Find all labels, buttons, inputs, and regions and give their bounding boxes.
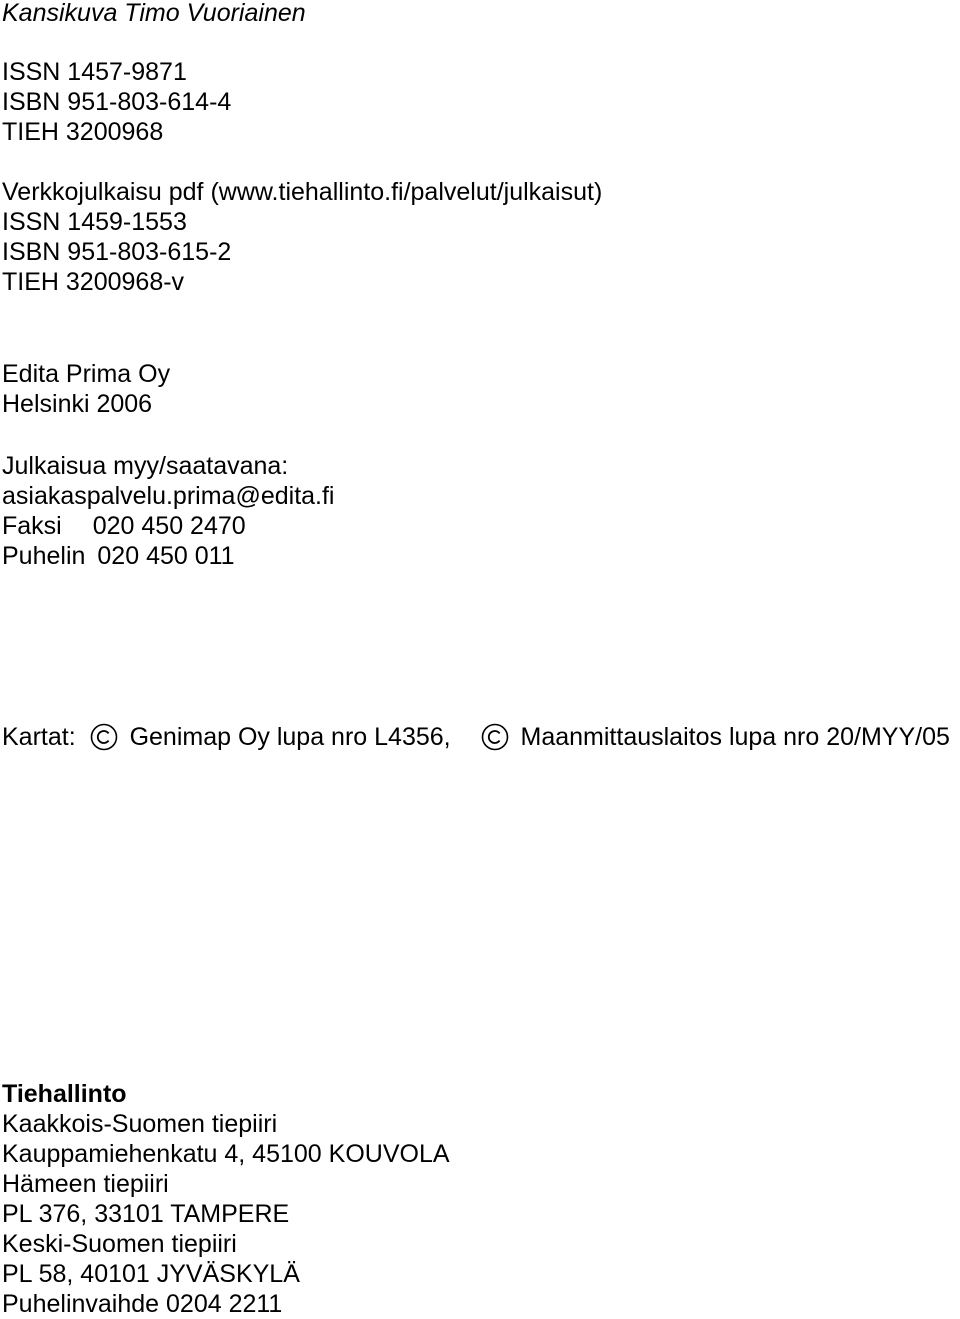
copyright-icon bbox=[480, 722, 510, 752]
print-issn: ISSN 1457-9871 bbox=[2, 58, 187, 86]
maps-credits bbox=[2, 722, 950, 752]
fax-label: Faksi bbox=[2, 512, 62, 540]
phone-label: Puhelin bbox=[2, 542, 86, 570]
online-tieh: TIEH 3200968-v bbox=[2, 268, 185, 296]
sales-email: asiakaspalvelu.prima@edita.fi bbox=[2, 482, 335, 510]
cover-credit: Kansikuva Timo Vuoriainen bbox=[2, 0, 306, 27]
publisher-office-line: Puhelinvaihde 0204 2211 bbox=[2, 1290, 283, 1318]
copyright-icon bbox=[89, 722, 119, 752]
printer-place-year: Helsinki 2006 bbox=[2, 390, 153, 418]
online-isbn: ISBN 951-803-615-2 bbox=[2, 238, 232, 266]
publisher-office-line: PL 58, 40101 JYVÄSKYLÄ bbox=[2, 1260, 300, 1288]
maps-license-maanmittauslaitos: Maanmittauslaitos lupa nro 20/MYY/05 bbox=[520, 723, 950, 751]
publisher-office-line: Hämeen tiepiiri bbox=[2, 1170, 169, 1198]
online-issn: ISSN 1459-1553 bbox=[2, 208, 187, 236]
sales-label: Julkaisua myy/saatavana: bbox=[2, 452, 289, 480]
sales-phone bbox=[2, 541, 235, 571]
phone-number: 020 450 011 bbox=[97, 542, 235, 570]
publisher-office-line: PL 376, 33101 TAMPERE bbox=[2, 1200, 290, 1228]
publisher-office-line: Kauppamiehenkatu 4, 45100 KOUVOLA bbox=[2, 1140, 450, 1168]
online-edition-label: Verkkojulkaisu pdf (www.tiehallinto.fi/palvelut/julkaisut) bbox=[2, 178, 603, 206]
maps-label: Kartat: bbox=[2, 723, 76, 751]
sales-fax bbox=[2, 511, 246, 541]
maps-license-genimap: Genimap Oy lupa nro L4356, bbox=[129, 723, 451, 751]
fax-number: 020 450 2470 bbox=[92, 512, 246, 540]
print-tieh: TIEH 3200968 bbox=[2, 118, 164, 146]
printer-name: Edita Prima Oy bbox=[2, 360, 171, 388]
publisher-name: Tiehallinto bbox=[2, 1080, 127, 1108]
publisher-office-line: Keski-Suomen tiepiiri bbox=[2, 1230, 237, 1258]
print-isbn: ISBN 951-803-614-4 bbox=[2, 88, 232, 116]
publisher-office-line: Kaakkois-Suomen tiepiiri bbox=[2, 1110, 278, 1138]
